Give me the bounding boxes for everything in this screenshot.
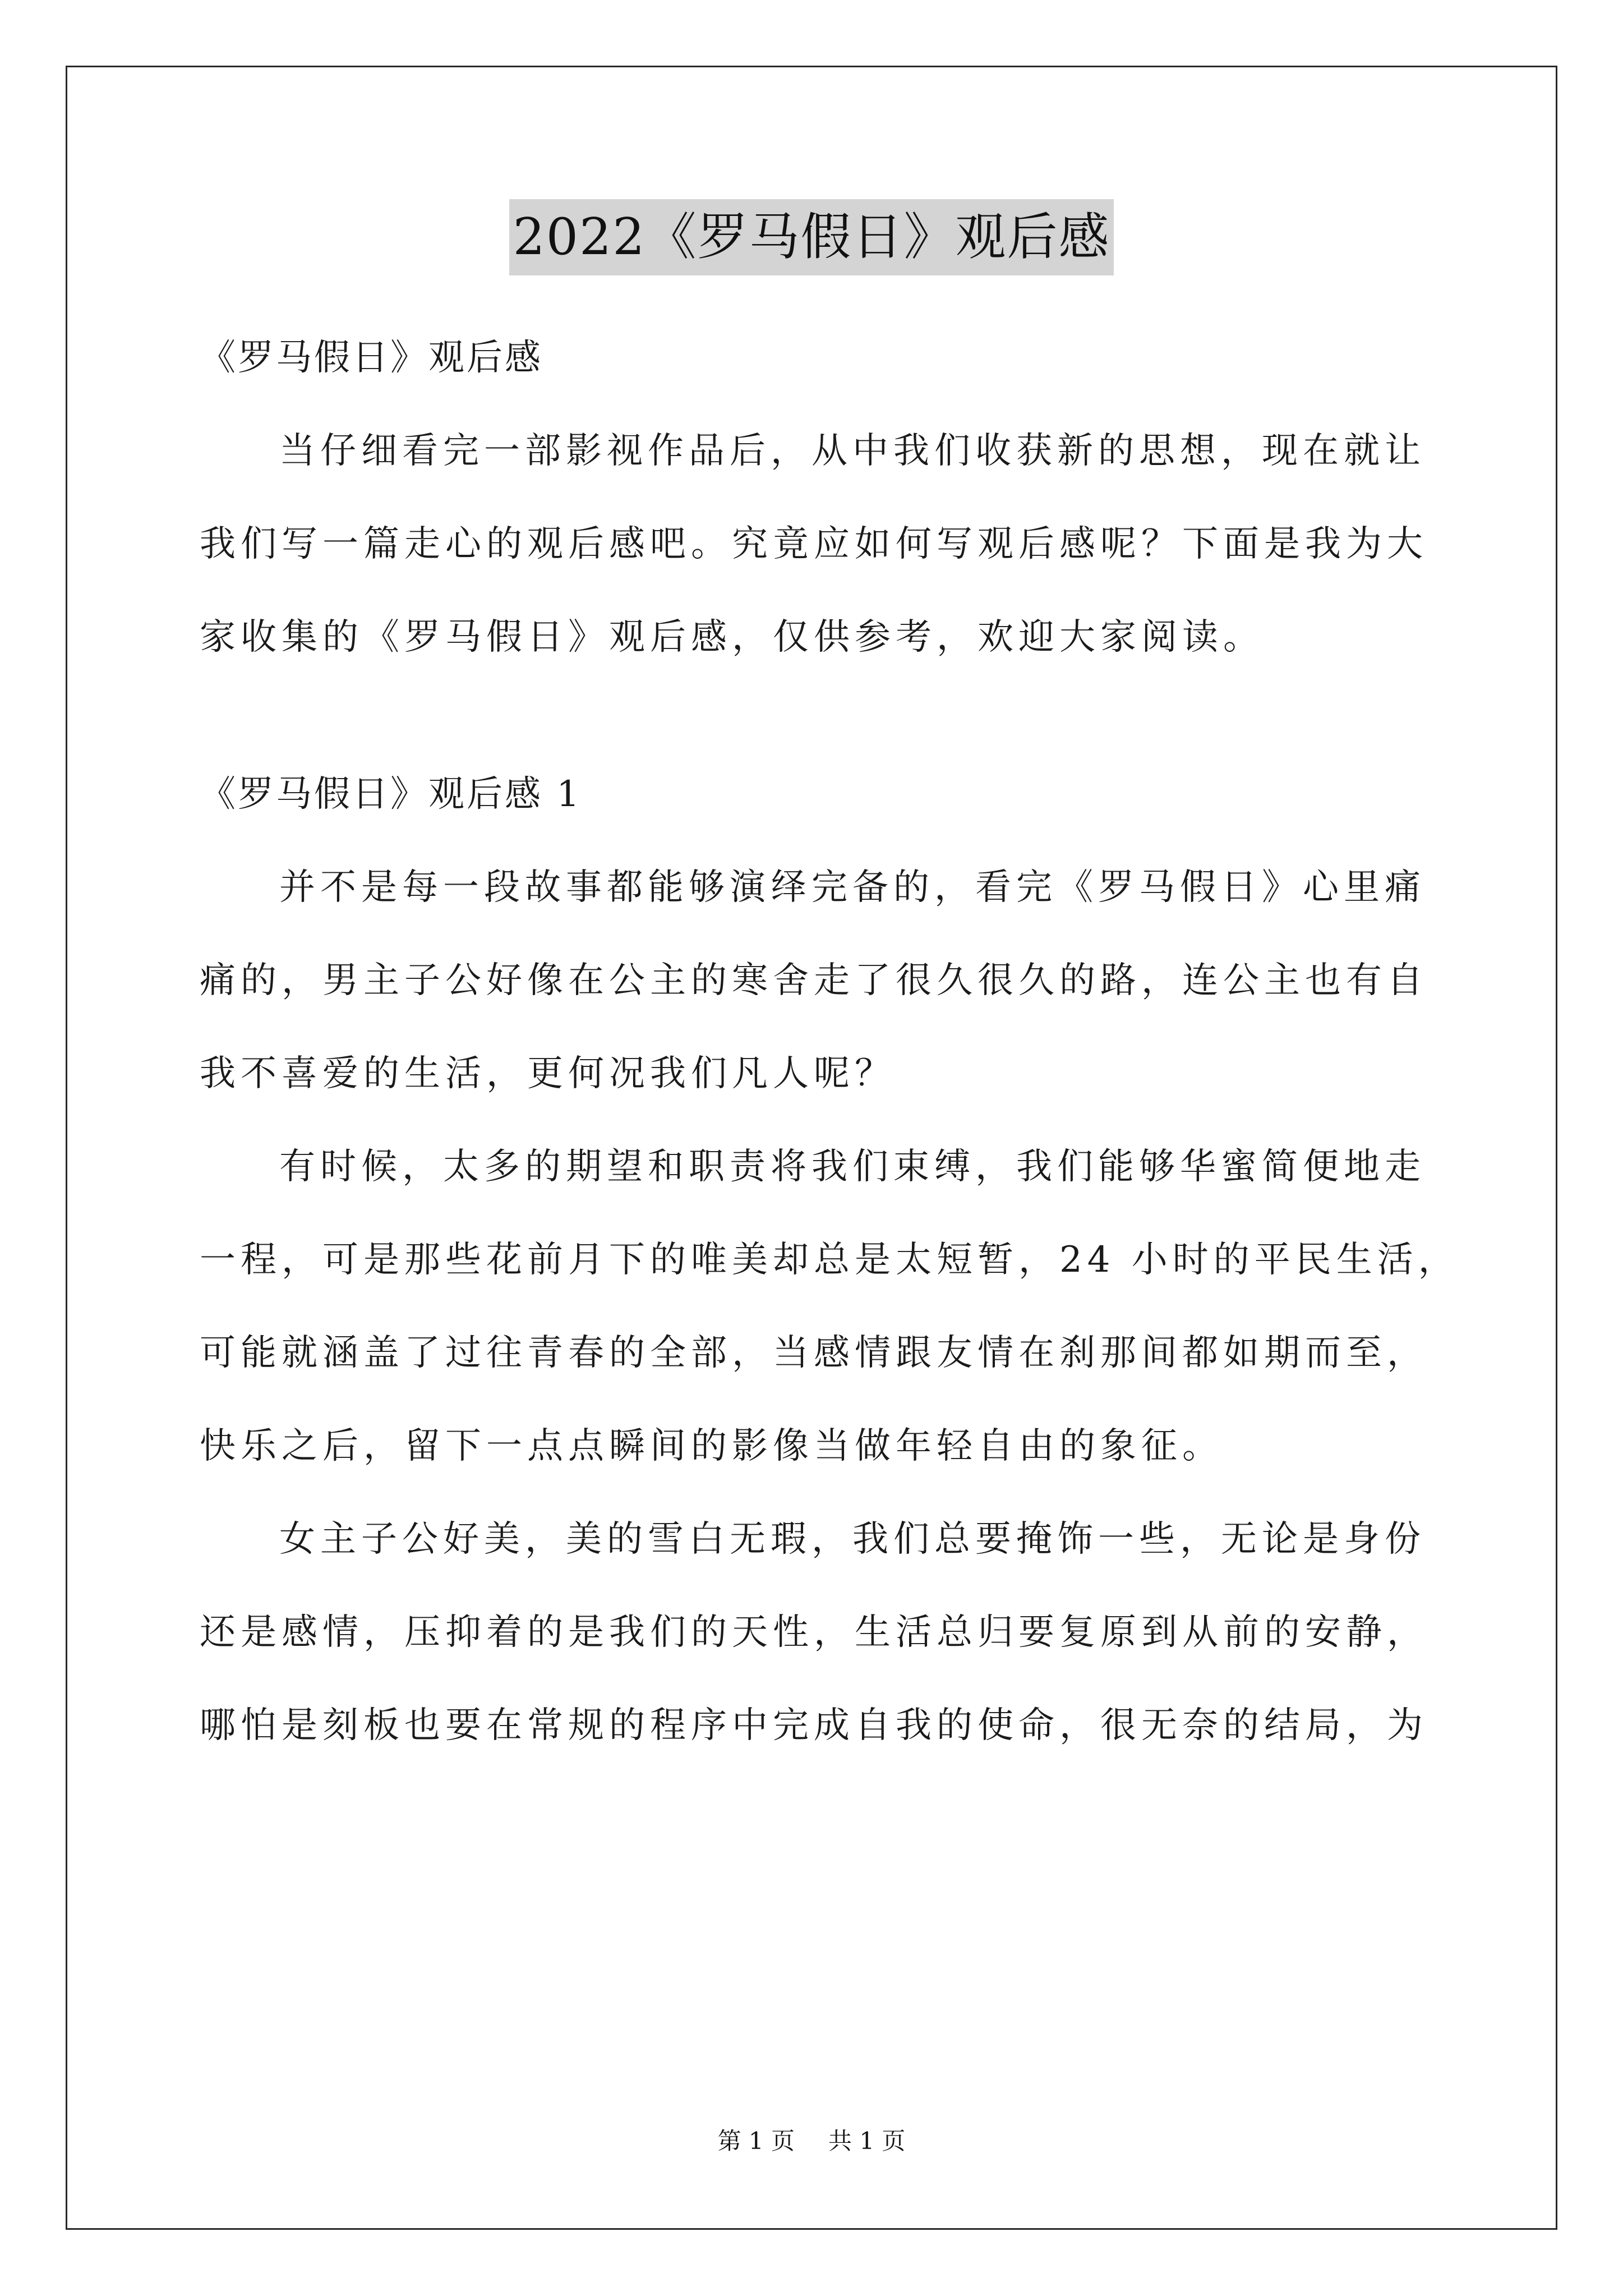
title-container <box>0 199 1623 275</box>
intro-paragraph <box>200 404 1433 684</box>
paragraph-line: 当仔细看完一部影视作品后，从中我们收获新的思想，现在就让 <box>279 430 1426 472</box>
page-number-current: 第 1 页 <box>717 2127 795 2155</box>
paragraph-2 <box>200 1120 1459 1493</box>
paragraph-line: 女主子公好美，美的雪白无瑕，我们总要掩饰一些，无论是身份 <box>279 1519 1426 1560</box>
paragraph-3 <box>200 1493 1433 1772</box>
paragraph-line: 一程，可是那些花前月下的唯美却总是太短暂，24 小时的平民生活， <box>200 1239 1459 1281</box>
page-number-total: 共 1 页 <box>828 2127 906 2155</box>
section-spacer <box>200 684 1433 748</box>
paragraph-1 <box>200 841 1433 1120</box>
paragraph-line: 有时候，太多的期望和职责将我们束缚，我们能够华蜜简便地走 <box>279 1146 1426 1188</box>
paragraph-line: 还是感情，压抑着的是我们的天性，生活总归要复原到从前的安静， <box>200 1612 1428 1653</box>
paragraph-line: 并不是每一段故事都能够演绎完备的，看完《罗马假日》心里痛 <box>279 867 1426 908</box>
paragraph-line: 快乐之后，留下一点点瞬间的影像当做年轻自由的象征。 <box>200 1425 1223 1467</box>
paragraph-line: 痛的，男主子公好像在公主的寒舍走了很久很久的路，连公主也有自 <box>200 960 1428 1001</box>
document-title: 2022《罗马假日》观后感 <box>509 199 1113 275</box>
intro-heading: 《罗马假日》观后感 <box>200 337 543 379</box>
paragraph-line: 可能就涵盖了过往青春的全部，当感情跟友情在刹那间都如期而至， <box>200 1332 1428 1374</box>
document-body <box>200 311 1459 1772</box>
paragraph-line: 我不喜爱的生活，更何况我们凡人呢？ <box>200 1053 896 1094</box>
paragraph-line: 家收集的《罗马假日》观后感，仅供参考，欢迎大家阅读。 <box>200 616 1264 658</box>
section-heading: 《罗马假日》观后感 1 <box>200 774 582 815</box>
page-footer <box>0 2124 1623 2158</box>
paragraph-line: 哪怕是刻板也要在常规的程序中完成自我的使命，很无奈的结局，为 <box>200 1705 1428 1746</box>
paragraph-line: 我们写一篇走心的观后感吧。究竟应如何写观后感呢？下面是我为大 <box>200 523 1428 565</box>
